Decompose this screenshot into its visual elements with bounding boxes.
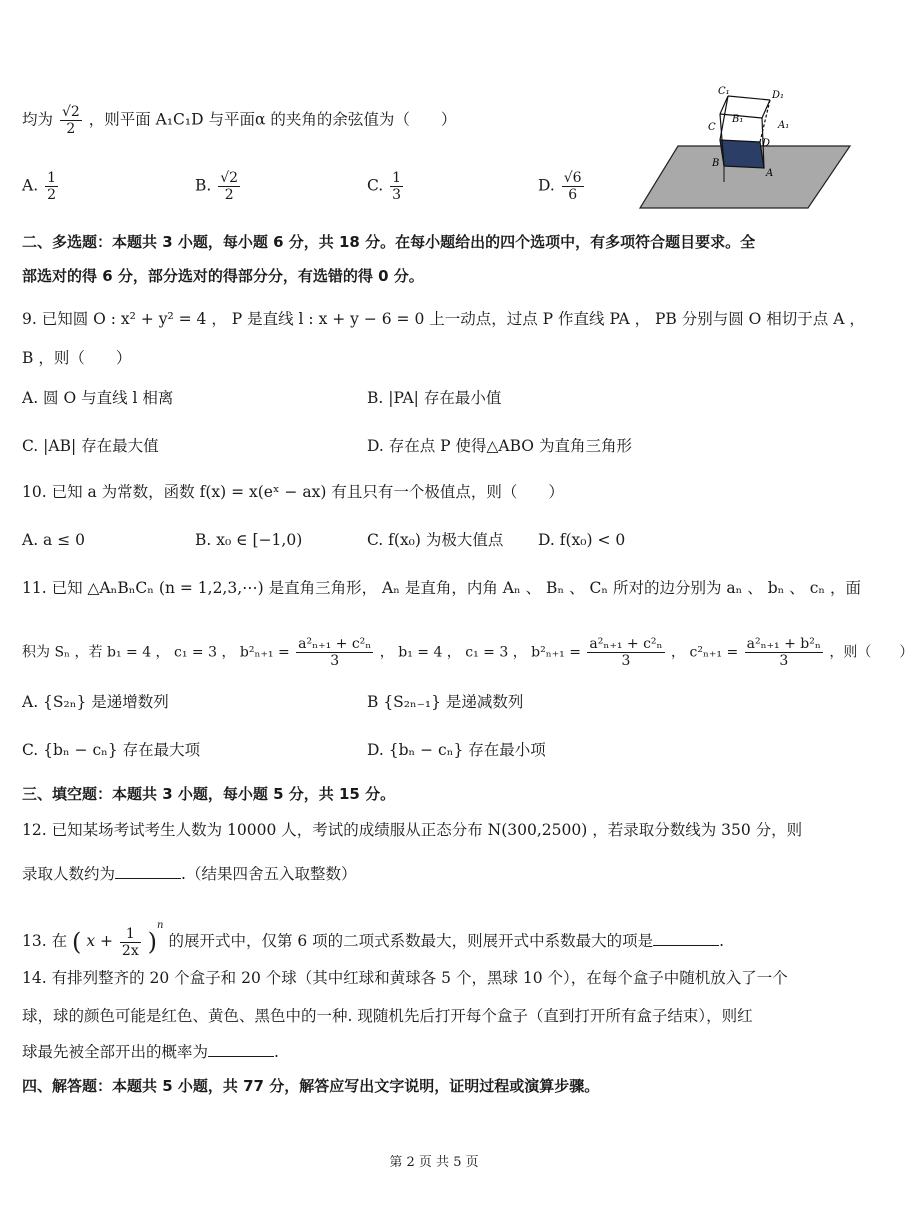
label-c1: C₁ <box>718 86 730 97</box>
q14-answer-blank[interactable] <box>208 1042 274 1057</box>
q13-right-paren: ) <box>147 928 158 956</box>
label-b1: B₁ <box>732 114 744 125</box>
section-3-heading: 三、填空题：本题共 3 小题，每小题 5 分，共 15 分。 <box>22 785 396 803</box>
q8-option-c <box>367 170 405 203</box>
q8-option-c-label: C. <box>367 176 384 195</box>
section-4-heading: 四、解答题：本题共 5 小题，共 77 分，解答应写出文字说明，证明过程或演算步骤。 <box>22 1077 600 1095</box>
label-b: B <box>712 158 720 169</box>
q8-option-d-num: √6 <box>563 170 582 186</box>
q9-stem-cont: B ，则（ ） <box>22 349 132 367</box>
q8-option-b-num: √2 <box>220 170 239 186</box>
q11-frac-2 <box>587 636 664 669</box>
q8-stem-prefix: 均为 <box>22 110 54 129</box>
q13-x-plus: x + <box>86 932 113 950</box>
q8-option-b-den: 2 <box>224 187 234 203</box>
q14-stem: 14. 有排列整齐的 20 个盒子和 20 个球（其中红球和黄球各 5 个，黑球 10 个），在每个盒子中随机放入了一个 <box>22 969 788 987</box>
cube-edge-d1d <box>760 100 770 142</box>
q10-option-d: D. f(x₀) < 0 <box>538 531 626 549</box>
q8-option-a-fraction <box>45 170 58 203</box>
cube-edge-c1d1 <box>728 96 770 100</box>
q8-option-b <box>195 170 242 203</box>
q11-frac-1-num: a²ₙ₊₁ + c²ₙ <box>298 636 372 652</box>
q8-option-c-fraction <box>390 170 403 203</box>
page-footer: 第 2 页 共 5 页 <box>389 1155 479 1170</box>
q11-frac-1 <box>296 636 373 669</box>
section-2-heading-cont: 部选对的得 6 分，部分选对的得部分分，有选错的得 0 分。 <box>22 267 424 285</box>
q9-option-a: A. 圆 O 与直线 l 相离 <box>22 389 174 407</box>
q11-frac-2-num: a²ₙ₊₁ + c²ₙ <box>589 636 663 652</box>
q12-answer-blank[interactable] <box>115 864 181 879</box>
q12-stem: 12. 已知某场考试考生人数为 10000 人，考试的成绩服从正态分布 N(300,2500) ，若录取分数线为 350 分，则 <box>22 821 803 839</box>
label-d: D <box>762 138 771 149</box>
q8-option-a-label: A. <box>22 176 39 195</box>
q11-part-d: ，则（ ） <box>829 644 913 661</box>
section-2-heading: 二、多选题：本题共 3 小题，每小题 6 分，共 18 分。在每小题给出的四个选项中，有多项符合题目要求。全 <box>22 233 756 251</box>
q13-end: . <box>719 932 725 950</box>
q13-answer-blank[interactable] <box>653 931 719 946</box>
q11-option-c: C. {bₙ − cₙ} 存在最大项 <box>22 741 201 759</box>
q9-option-d: D. 存在点 P 使得△ABO 为直角三角形 <box>367 437 632 455</box>
label-c: C <box>708 122 716 133</box>
q8-option-b-label: B. <box>195 176 212 195</box>
label-d1: D₁ <box>772 90 785 101</box>
q11-option-d: D. {bₙ − cₙ} 存在最小项 <box>367 741 546 759</box>
q8-option-c-num: 1 <box>392 170 402 186</box>
label-a1: A₁ <box>778 120 790 131</box>
q9-option-b: B. |PA| 存在最小值 <box>367 389 502 407</box>
q11-frac-3-num: a²ₙ₊₁ + b²ₙ <box>746 636 821 652</box>
q13-left-paren: ( <box>72 928 82 956</box>
q8-option-a <box>22 170 60 203</box>
q13-stem <box>22 916 724 959</box>
q12-part-a: 录取人数约为 <box>22 865 116 883</box>
q11-frac-2-den: 3 <box>621 653 631 669</box>
q9-stem: 9. 已知圆 O : x² + y² = 4 ， P 是直线 l : x + y − 6 = 0 上一动点，过点 P 作直线 PA ， PB 分别与圆 O 相切于点 A ， <box>22 310 865 328</box>
q8-stem-frac-den: 2 <box>66 121 76 137</box>
q14-stem-cont-2 <box>22 1042 279 1062</box>
q13-frac-den: 2x <box>121 942 139 959</box>
q8-option-a-den: 2 <box>47 187 56 203</box>
q8-stem <box>22 104 456 137</box>
q8-option-d <box>538 170 586 203</box>
q8-option-d-den: 6 <box>568 187 578 203</box>
q11-frac-3-den: 3 <box>779 653 789 669</box>
q8-option-d-label: D. <box>538 176 555 195</box>
label-a: A <box>766 168 774 179</box>
q10-option-c: C. f(x₀) 为极大值点 <box>367 531 504 549</box>
q14-stem-cont: 球，球的颜色可能是红色、黄色、黑色中的一种. 现随机先后打开每个盒子（直到打开所有盒子结束），则红 <box>22 1007 753 1025</box>
q14-part-a: 球最先被全部开出的概率为 <box>22 1043 209 1061</box>
q8-option-c-den: 3 <box>392 187 402 203</box>
q8-option-b-fraction <box>218 170 240 203</box>
q8-stem-frac-num: √2 <box>61 104 80 120</box>
q11-part-b: ， b₁ = 4 ， c₁ = 3 ， b²ₙ₊₁ = <box>379 644 581 661</box>
q14-part-b: . <box>274 1043 279 1061</box>
q10-stem: 10. 已知 a 为常数，函数 f(x) = x(eˣ − ax) 有且只有一个极值点，则（ ） <box>22 483 564 501</box>
q11-stem-cont <box>22 636 913 669</box>
q10-option-b: B. x₀ ∈ [−1,0) <box>195 531 303 549</box>
q11-part-a: 积为 Sₙ ，若 b₁ = 4 ， c₁ = 3 ， b²ₙ₊₁ = <box>22 644 290 661</box>
q13-fraction <box>120 926 141 959</box>
q13-prefix: 13. 在 <box>22 932 68 950</box>
q12-part-b: .（结果四舍五入取整数） <box>181 865 357 883</box>
q9-option-c: C. |AB| 存在最大值 <box>22 437 159 455</box>
q10-option-a: A. a ≤ 0 <box>22 531 85 549</box>
q8-option-a-num: 1 <box>47 170 56 186</box>
q13-frac-num: 1 <box>120 926 141 943</box>
q12-stem-cont <box>22 864 356 884</box>
q8-option-d-fraction <box>562 170 584 203</box>
q11-stem: 11. 已知 △AₙBₙCₙ (n = 1,2,3,⋯) 是直角三角形， Aₙ 是直角，内角 Aₙ 、 Bₙ 、 Cₙ 所对的边分别为 aₙ 、 bₙ 、 cₙ ，面 <box>22 579 862 597</box>
cube-front-face <box>720 140 764 168</box>
q11-frac-3 <box>745 636 823 669</box>
q11-option-a: A. {S₂ₙ} 是递增数列 <box>22 693 169 711</box>
q11-part-c: ， c²ₙ₊₁ = <box>671 644 739 661</box>
q8-stem-fraction <box>60 104 82 137</box>
q11-frac-1-den: 3 <box>330 653 340 669</box>
q11-option-b: B {S₂ₙ₋₁} 是递减数列 <box>367 693 524 711</box>
q13-suffix: 的展开式中，仅第 6 项的二项式系数最大，则展开式中系数最大的项是 <box>168 932 654 950</box>
q8-stem-suffix: ，则平面 A₁C₁D 与平面α 的夹角的余弦值为（ ） <box>88 110 457 129</box>
q13-exponent: n <box>157 920 164 931</box>
q8-figure <box>640 84 850 214</box>
